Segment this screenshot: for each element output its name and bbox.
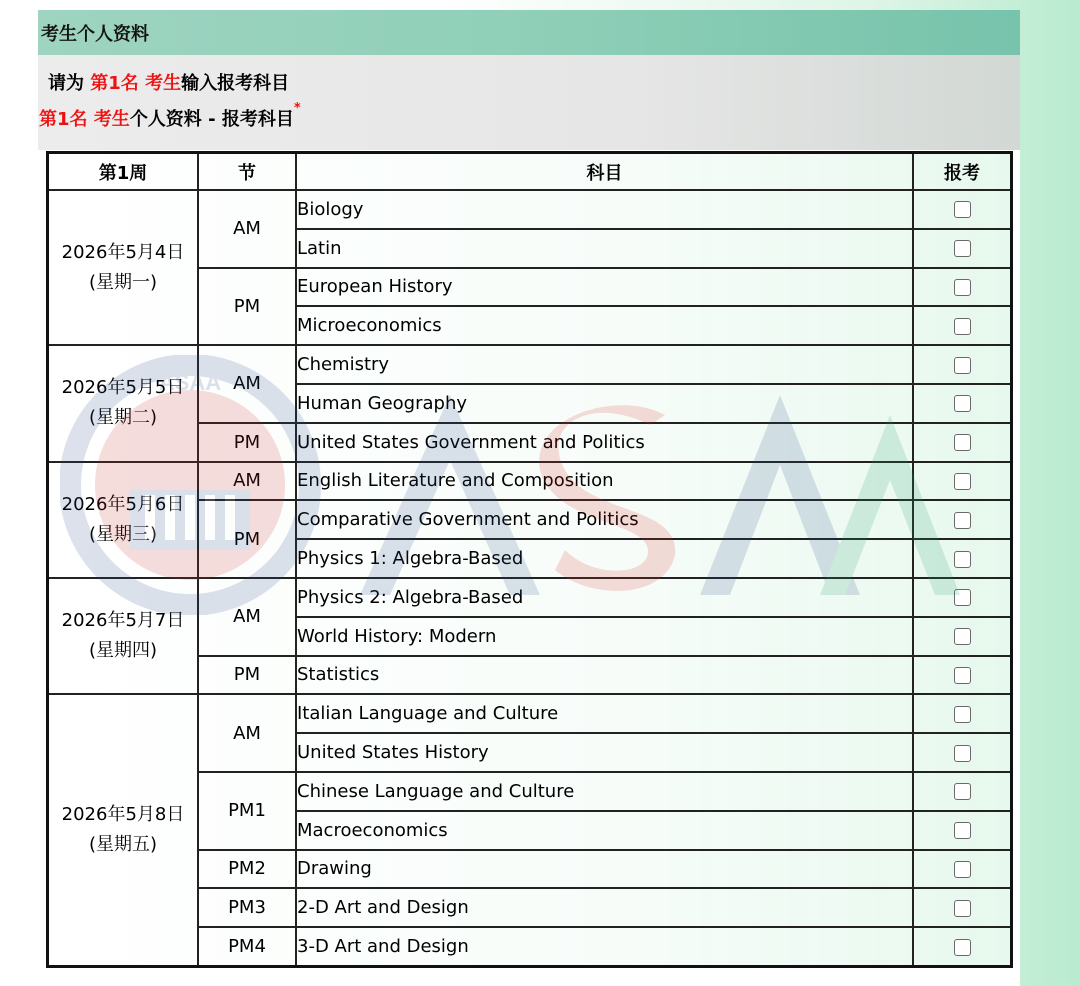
register-cell (913, 539, 1012, 578)
subject-cell: European History (296, 268, 913, 307)
session-cell: PM (198, 500, 296, 578)
register-cell (913, 423, 1012, 462)
subject-cell: Latin (296, 229, 913, 268)
date-cell: 2026年5月4日 (星期一) (48, 190, 199, 345)
session-cell: PM1 (198, 772, 296, 850)
subject-cell: Chinese Language and Culture (296, 772, 913, 811)
register-cell (913, 345, 1012, 384)
register-checkbox[interactable] (954, 667, 971, 684)
session-cell: PM4 (198, 927, 296, 966)
date-cell: 2026年5月6日 (星期三) (48, 462, 199, 578)
date-cell: 2026年5月8日 (星期五) (48, 694, 199, 966)
session-cell: PM (198, 423, 296, 462)
table-header-row (48, 153, 1012, 191)
date-cell: 2026年5月7日 (星期四) (48, 578, 199, 694)
register-cell (913, 578, 1012, 617)
table-row (48, 578, 1012, 617)
table-row (48, 345, 1012, 384)
register-checkbox[interactable] (954, 861, 971, 878)
register-cell (913, 190, 1012, 229)
register-checkbox[interactable] (954, 201, 971, 218)
register-cell (913, 888, 1012, 927)
register-cell (913, 733, 1012, 772)
register-cell (913, 811, 1012, 850)
session-cell: AM (198, 345, 296, 423)
register-cell (913, 268, 1012, 307)
register-cell (913, 384, 1012, 423)
subject-cell: Chemistry (296, 345, 913, 384)
col-week: 第1周 (48, 153, 199, 191)
exam-schedule-table (46, 151, 1013, 968)
col-register: 报考 (913, 153, 1012, 191)
col-subject: 科目 (296, 153, 913, 191)
register-checkbox[interactable] (954, 939, 971, 956)
register-checkbox[interactable] (954, 434, 971, 451)
section-label: 第1名 考生个人资料 - 报考科目* (39, 101, 301, 130)
register-checkbox[interactable] (954, 706, 971, 723)
subject-cell: Physics 1: Algebra-Based (296, 539, 913, 578)
subject-cell: Biology (296, 190, 913, 229)
info-area (38, 55, 1020, 150)
subject-cell: Macroeconomics (296, 811, 913, 850)
register-cell (913, 306, 1012, 345)
subject-cell: 3-D Art and Design (296, 927, 913, 966)
register-checkbox[interactable] (954, 628, 971, 645)
subject-cell: World History: Modern (296, 617, 913, 656)
subject-cell: 2-D Art and Design (296, 888, 913, 927)
register-checkbox[interactable] (954, 822, 971, 839)
register-checkbox[interactable] (954, 318, 971, 335)
subject-cell: Comparative Government and Politics (296, 500, 913, 539)
section-role: 考生 (93, 109, 130, 130)
session-cell: PM3 (198, 888, 296, 927)
date-cell: 2026年5月5日 (星期二) (48, 345, 199, 461)
register-cell (913, 850, 1012, 889)
register-cell (913, 694, 1012, 733)
prompt-role: 考生 (145, 73, 182, 94)
register-checkbox[interactable] (954, 473, 971, 490)
session-cell: AM (198, 462, 296, 501)
register-checkbox[interactable] (954, 783, 971, 800)
subject-cell: Physics 2: Algebra-Based (296, 578, 913, 617)
register-cell (913, 772, 1012, 811)
register-cell (913, 656, 1012, 695)
register-checkbox[interactable] (954, 240, 971, 257)
register-checkbox[interactable] (954, 357, 971, 374)
register-cell (913, 927, 1012, 966)
required-mark: * (293, 101, 301, 116)
subject-cell: Microeconomics (296, 306, 913, 345)
register-checkbox[interactable] (954, 589, 971, 606)
prompt-line: 请为 第1名 考生输入报考科目 (48, 73, 290, 94)
prompt-rank: 第1名 (90, 73, 139, 94)
register-checkbox[interactable] (954, 279, 971, 296)
session-cell: AM (198, 578, 296, 656)
subject-cell: Drawing (296, 850, 913, 889)
subject-cell: Italian Language and Culture (296, 694, 913, 733)
register-checkbox[interactable] (954, 745, 971, 762)
session-cell: AM (198, 190, 296, 268)
table-row (48, 190, 1012, 229)
subject-cell: United States Government and Politics (296, 423, 913, 462)
col-session: 节 (198, 153, 296, 191)
subject-cell: Human Geography (296, 384, 913, 423)
subject-cell: Statistics (296, 656, 913, 695)
section-header (38, 10, 1020, 55)
table-row (48, 694, 1012, 733)
section-rank: 第1名 (39, 109, 88, 130)
session-cell: PM2 (198, 850, 296, 889)
table-row (48, 462, 1012, 501)
subject-cell: United States History (296, 733, 913, 772)
session-cell: AM (198, 694, 296, 772)
exam-table-wrapper (46, 151, 1013, 968)
register-cell (913, 500, 1012, 539)
session-cell: PM (198, 268, 296, 346)
header-title: 考生个人资料 (41, 23, 149, 45)
register-cell (913, 229, 1012, 268)
register-checkbox[interactable] (954, 512, 971, 529)
register-checkbox[interactable] (954, 395, 971, 412)
register-cell (913, 462, 1012, 501)
subject-cell: English Literature and Composition (296, 462, 913, 501)
session-cell: PM (198, 656, 296, 695)
register-checkbox[interactable] (954, 900, 971, 917)
register-checkbox[interactable] (954, 551, 971, 568)
register-cell (913, 617, 1012, 656)
